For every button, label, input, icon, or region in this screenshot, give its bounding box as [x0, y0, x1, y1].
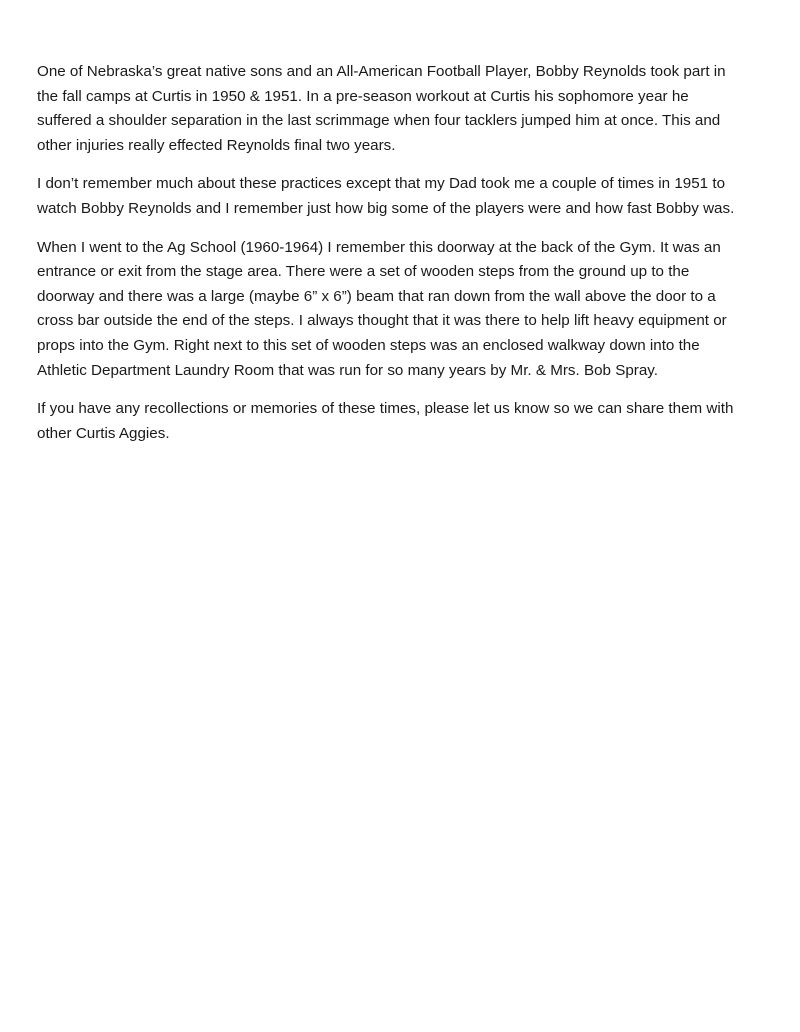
text-line: entrance or exit from the stage area. There were a set of wooden steps from the ground up to the — [37, 263, 690, 281]
paragraph-practices-memory — [37, 172, 772, 221]
text-line: doorway and there was a large (maybe 6” x 6”) beam that ran down from the wall above the door to a — [37, 287, 716, 305]
text-line: other Curtis Aggies. — [37, 424, 170, 442]
text-line: the fall camps at Curtis in 1950 & 1951. In a pre-season workout at Curtis his sophomore year he — [37, 87, 689, 105]
text-line: Athletic Department Laundry Room that was run for so many years by Mr. & Mrs. Bob Spray. — [37, 361, 658, 379]
paragraph-recollections-request — [37, 397, 772, 446]
text-line: watch Bobby Reynolds and I remember just how big some of the players were and how fast Bobby was. — [37, 199, 735, 217]
document-body — [37, 60, 772, 460]
paragraph-ag-school-doorway — [37, 236, 772, 384]
text-line: suffered a shoulder separation in the last scrimmage when four tacklers jumped him at once. This and — [37, 112, 721, 130]
text-line: When I went to the Ag School (1960-1964) I remember this doorway at the back of the Gym. It was an — [37, 238, 721, 256]
text-line: If you have any recollections or memories of these times, please let us know so we can share them with — [37, 400, 734, 418]
text-line: I don’t remember much about these practices except that my Dad took me a couple of times in 1951 to — [37, 175, 726, 193]
paragraph-bobby-reynolds — [37, 60, 772, 158]
text-line: One of Nebraska’s great native sons and an All-American Football Player, Bobby Reynolds took part in — [37, 63, 726, 80]
text-line: props into the Gym. Right next to this set of wooden steps was an enclosed walkway down into the — [37, 336, 700, 354]
text-line: other injuries really effected Reynolds final two years. — [37, 136, 396, 154]
text-line: cross bar outside the end of the steps. I always thought that it was there to help lift heavy equipment or — [37, 312, 727, 330]
